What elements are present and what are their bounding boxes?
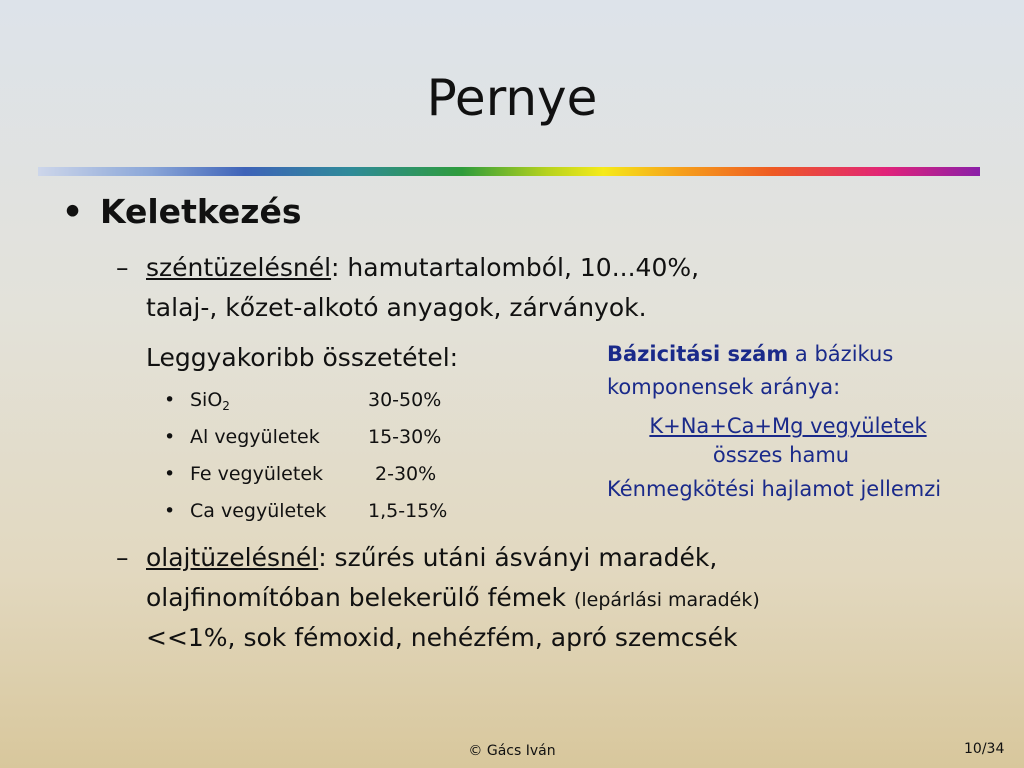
- footer-author: © Gács Iván: [468, 743, 556, 759]
- oil-line-3: <<1%, sok fémoxid, nehézfém, apró szemcsék: [146, 623, 738, 652]
- composition-name: Ca vegyületek: [190, 500, 327, 522]
- composition-name: Fe vegyületek: [190, 463, 324, 485]
- basicity-bold: Bázicitási szám: [607, 342, 789, 366]
- bullet-icon: •: [164, 426, 176, 448]
- oil-line-1: [146, 543, 717, 572]
- coal-line-1: [146, 253, 699, 282]
- bullet-icon: •: [62, 192, 84, 231]
- coal-line1-rest: : hamutartalomból, 10...40%,: [331, 253, 700, 282]
- bullet-icon: •: [164, 500, 176, 522]
- bullet-icon: •: [164, 463, 176, 485]
- composition-value: 1,5-15%: [368, 500, 448, 522]
- basicity-line-2: komponensek aránya:: [607, 375, 841, 399]
- dash-icon: –: [116, 253, 129, 282]
- bullet-icon: •: [164, 389, 176, 411]
- oil-line-2: [146, 583, 760, 612]
- slide-title: Pernye: [426, 69, 598, 127]
- basicity-rest: a bázikus: [788, 342, 894, 366]
- composition-value: 15-30%: [368, 426, 442, 448]
- coal-line-2: talaj-, kőzet-alkotó anyagok, zárványok.: [146, 293, 647, 322]
- basicity-title: [607, 342, 893, 366]
- oil-label: olajtüzelésnél: [146, 543, 319, 572]
- rainbow-divider: [38, 167, 980, 176]
- basicity-denominator: összes hamu: [712, 443, 850, 467]
- coal-label: széntüzelésnél: [146, 253, 332, 282]
- heading-keletkezes: Keletkezés: [100, 192, 302, 231]
- composition-value: 2-30%: [375, 463, 437, 485]
- coal-line-3: Leggyakoribb összetétel:: [146, 343, 459, 372]
- composition-name: SiO$_2$: [190, 389, 230, 413]
- dash-icon: –: [116, 543, 129, 572]
- oil-line1-rest: : szűrés utáni ásványi maradék,: [318, 543, 718, 572]
- page-number: 10/34: [964, 741, 1005, 757]
- composition-value: 30-50%: [368, 389, 442, 411]
- basicity-numerator: K+Na+Ca+Mg vegyületek: [649, 414, 927, 438]
- oil-line2-main: olajfinomítóban belekerülő fémek: [146, 583, 567, 612]
- composition-name: Al vegyületek: [190, 426, 320, 448]
- oil-line2-note: (lepárlási maradék): [573, 589, 760, 611]
- basicity-note: Kénmegkötési hajlamot jellemzi: [607, 477, 942, 501]
